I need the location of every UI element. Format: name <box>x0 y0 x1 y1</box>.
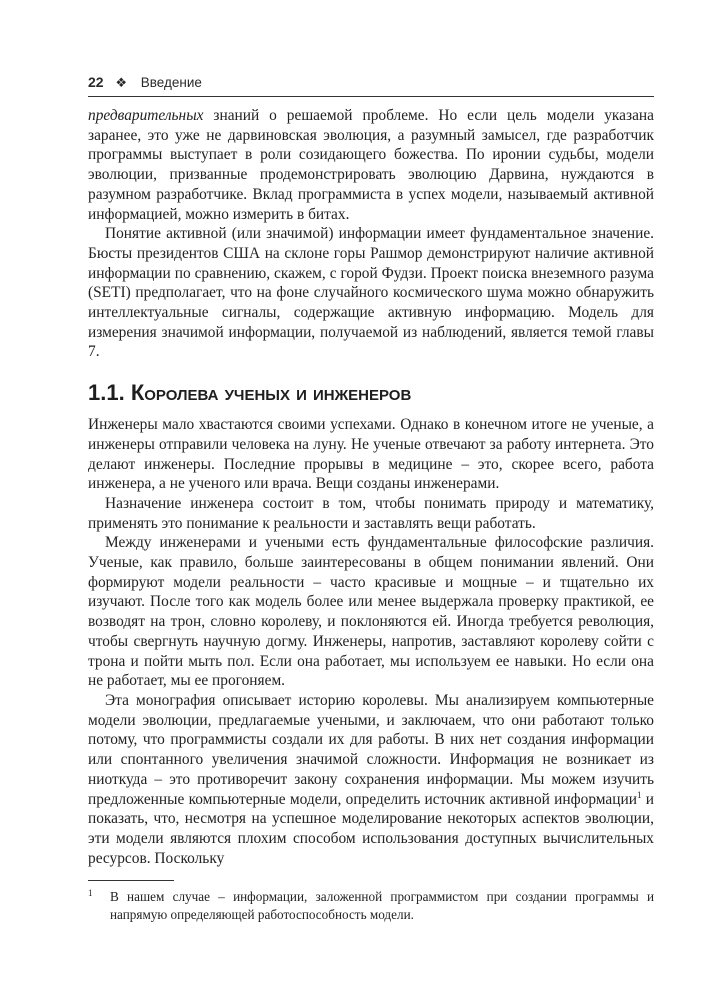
page-body <box>88 106 654 868</box>
section-number: 1.1. <box>88 380 125 406</box>
header-rule <box>88 96 654 97</box>
paragraph: Между инженерами и учеными есть фундаментальные философские различия. Ученые, как правило, больше заинтересованы в общем понимании явлений. Они формируют модели реальности – часто красивые и мощные – и тщательно их изучают. После того как модель более или менее выдержала проверку практикой, ее возводят на трон, словно королеву, и поклоняются ей. Иногда требуется революция, чтобы свергнуть научную догму. Инженеры, напротив, заставляют королеву сойти с трона и пойти мыть пол. Если она работает, мы используем ее навыки. Но если она не работает, мы ее прогоняем. <box>88 534 654 690</box>
italic-lead-word: предварительных <box>88 107 204 124</box>
paragraph: Инженеры мало хвастаются своими успехами. Однако в конечном итоге не ученые, а инженеры отправили человека на луну. Не ученые отвечают за работу интернета. Это делают инженеры. Последние прорывы в медицине – это, скорее всего, работа инженера, а не ученого или врача. Вещи созданы инженерами. <box>88 416 654 493</box>
footnote-number: 1 <box>88 888 93 898</box>
paragraph <box>88 691 654 868</box>
paragraph: Понятие активной (или значимой) информации имеет фундаментальное значение. Бюсты президентов США на склоне горы Рашмор демонстрируют наличие активной информации по сравнению, скажем, с горой Фудзи. Проект поиска внеземного разума (SETI) предполагает, что на фоне случайного космического шума можно обнаружить интеллектуальные сигналы, содержащие активную информацию. Модель для измерения значимой информации, получаемой из наблюдений, является темой главы 7. <box>88 225 654 361</box>
footnote-rule <box>88 880 174 881</box>
paragraph-text: и показать, что, несмотря на успешное моделирование некоторых аспектов эволюции, эти модели являются плохим способом использования доступных вычислительных ресурсов. Поскольку <box>88 790 654 867</box>
footnote-reference[interactable]: 1 <box>636 789 642 800</box>
section-title: Королева ученых и инженеров <box>130 380 412 406</box>
running-head <box>88 74 654 96</box>
paragraph <box>88 106 654 224</box>
chapter-title: Введение <box>140 75 202 90</box>
paragraph-text: Эта монография описывает историю королевы. Мы анализируем компьютерные модели эволюции, предлагаемые учеными, и заключаем, что они работают только потому, что программисты создали их для работы. В них нет создания информации или спонтанного увеличения значимой сложности. Информация не возникает из ниоткуда – это противоречит закону сохранения информации. Мы можем изучить предложенные компьютерные модели, определить источник активной информации <box>88 691 654 808</box>
section-heading <box>88 379 654 407</box>
footnote <box>88 888 654 923</box>
page-number: 22 <box>88 74 104 90</box>
ornament-icon: ❖ <box>115 75 127 90</box>
footnote-text: В нашем случае – информации, заложенной программистом при создании программы и напрямую определяющей работоспособность модели. <box>110 889 654 922</box>
paragraph-text: знаний о решаемой проблеме. Но если цель модели указана заранее, это уже не дарвиновская эволюция, а разумный замысел, где разработчик программы выступает в роли созидающего божества. По иронии судьбы, модели эволюции, призванные продемонстрировать эволюцию Дарвина, нуждаются в разумном разработчике. Вклад программиста в успех модели, называемый активной информацией, можно измерить в битах. <box>88 107 654 223</box>
paragraph: Назначение инженера состоит в том, чтобы понимать природу и математику, применять это понимание к реальности и заставлять вещи работать. <box>88 494 654 532</box>
